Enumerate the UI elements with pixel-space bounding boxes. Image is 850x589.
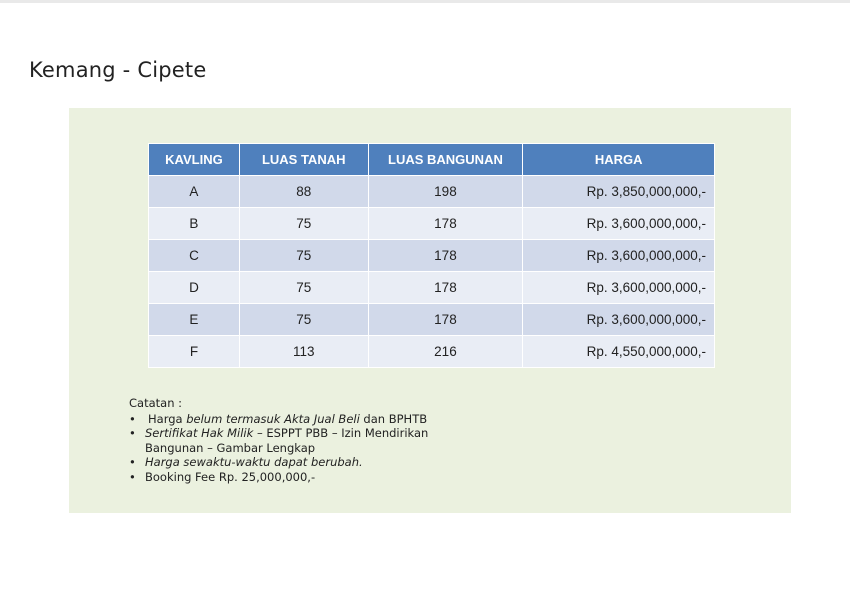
price-table [148,143,715,368]
note-text: – ESPPT PBB – Izin Mendirikan Bangunan – Gambar Lengkap [145,426,429,455]
header-kavling: KAVLING [149,144,240,176]
note-text: dan BPHTB [359,411,428,426]
note-item [129,426,485,455]
header-luas-bangunan: LUAS BANGUNAN [368,144,523,176]
cell-kavling: F [149,336,240,368]
cell-harga: Rp. 3,600,000,000,- [523,272,715,304]
cell-luas-bangunan: 178 [368,304,523,336]
table-row [149,176,715,208]
notes-section [129,396,485,484]
note-text: Harga [148,411,187,426]
cell-harga: Rp. 4,550,000,000,- [523,336,715,368]
header-luas-tanah: LUAS TANAH [239,144,368,176]
content-panel [69,108,791,513]
cell-luas-bangunan: 178 [368,208,523,240]
note-text-italic: Sertifikat Hak Milik [145,426,254,440]
cell-luas-tanah: 75 [239,208,368,240]
cell-luas-tanah: 75 [239,304,368,336]
note-text-italic: Harga sewaktu-waktu dapat berubah. [145,455,363,469]
top-strip [0,0,850,3]
table-header-row [149,144,715,176]
note-item [129,455,485,470]
cell-kavling: D [149,272,240,304]
cell-luas-tanah: 113 [239,336,368,368]
page-title: Kemang - Cipete [29,58,207,82]
cell-luas-bangunan: 216 [368,336,523,368]
cell-luas-bangunan: 198 [368,176,523,208]
cell-kavling: C [149,240,240,272]
cell-luas-tanah: 75 [239,272,368,304]
table-row [149,240,715,272]
table-row [149,336,715,368]
table-row [149,272,715,304]
notes-list [129,412,485,485]
cell-harga: Rp. 3,600,000,000,- [523,240,715,272]
cell-luas-bangunan: 178 [368,272,523,304]
cell-harga: Rp. 3,600,000,000,- [523,304,715,336]
cell-harga: Rp. 3,600,000,000,- [523,208,715,240]
note-text: Booking Fee Rp. 25,000,000,- [145,469,316,484]
cell-luas-tanah: 75 [239,240,368,272]
notes-heading: Catatan : [129,396,183,410]
table-row [149,304,715,336]
header-harga: HARGA [523,144,715,176]
cell-kavling: B [149,208,240,240]
note-item [129,470,485,485]
cell-kavling: A [149,176,240,208]
table-row [149,208,715,240]
cell-luas-bangunan: 178 [368,240,523,272]
cell-luas-tanah: 88 [239,176,368,208]
cell-harga: Rp. 3,850,000,000,- [523,176,715,208]
cell-kavling: E [149,304,240,336]
note-text-italic: belum termasuk Akta Jual Beli [186,411,360,426]
note-item [129,412,485,427]
